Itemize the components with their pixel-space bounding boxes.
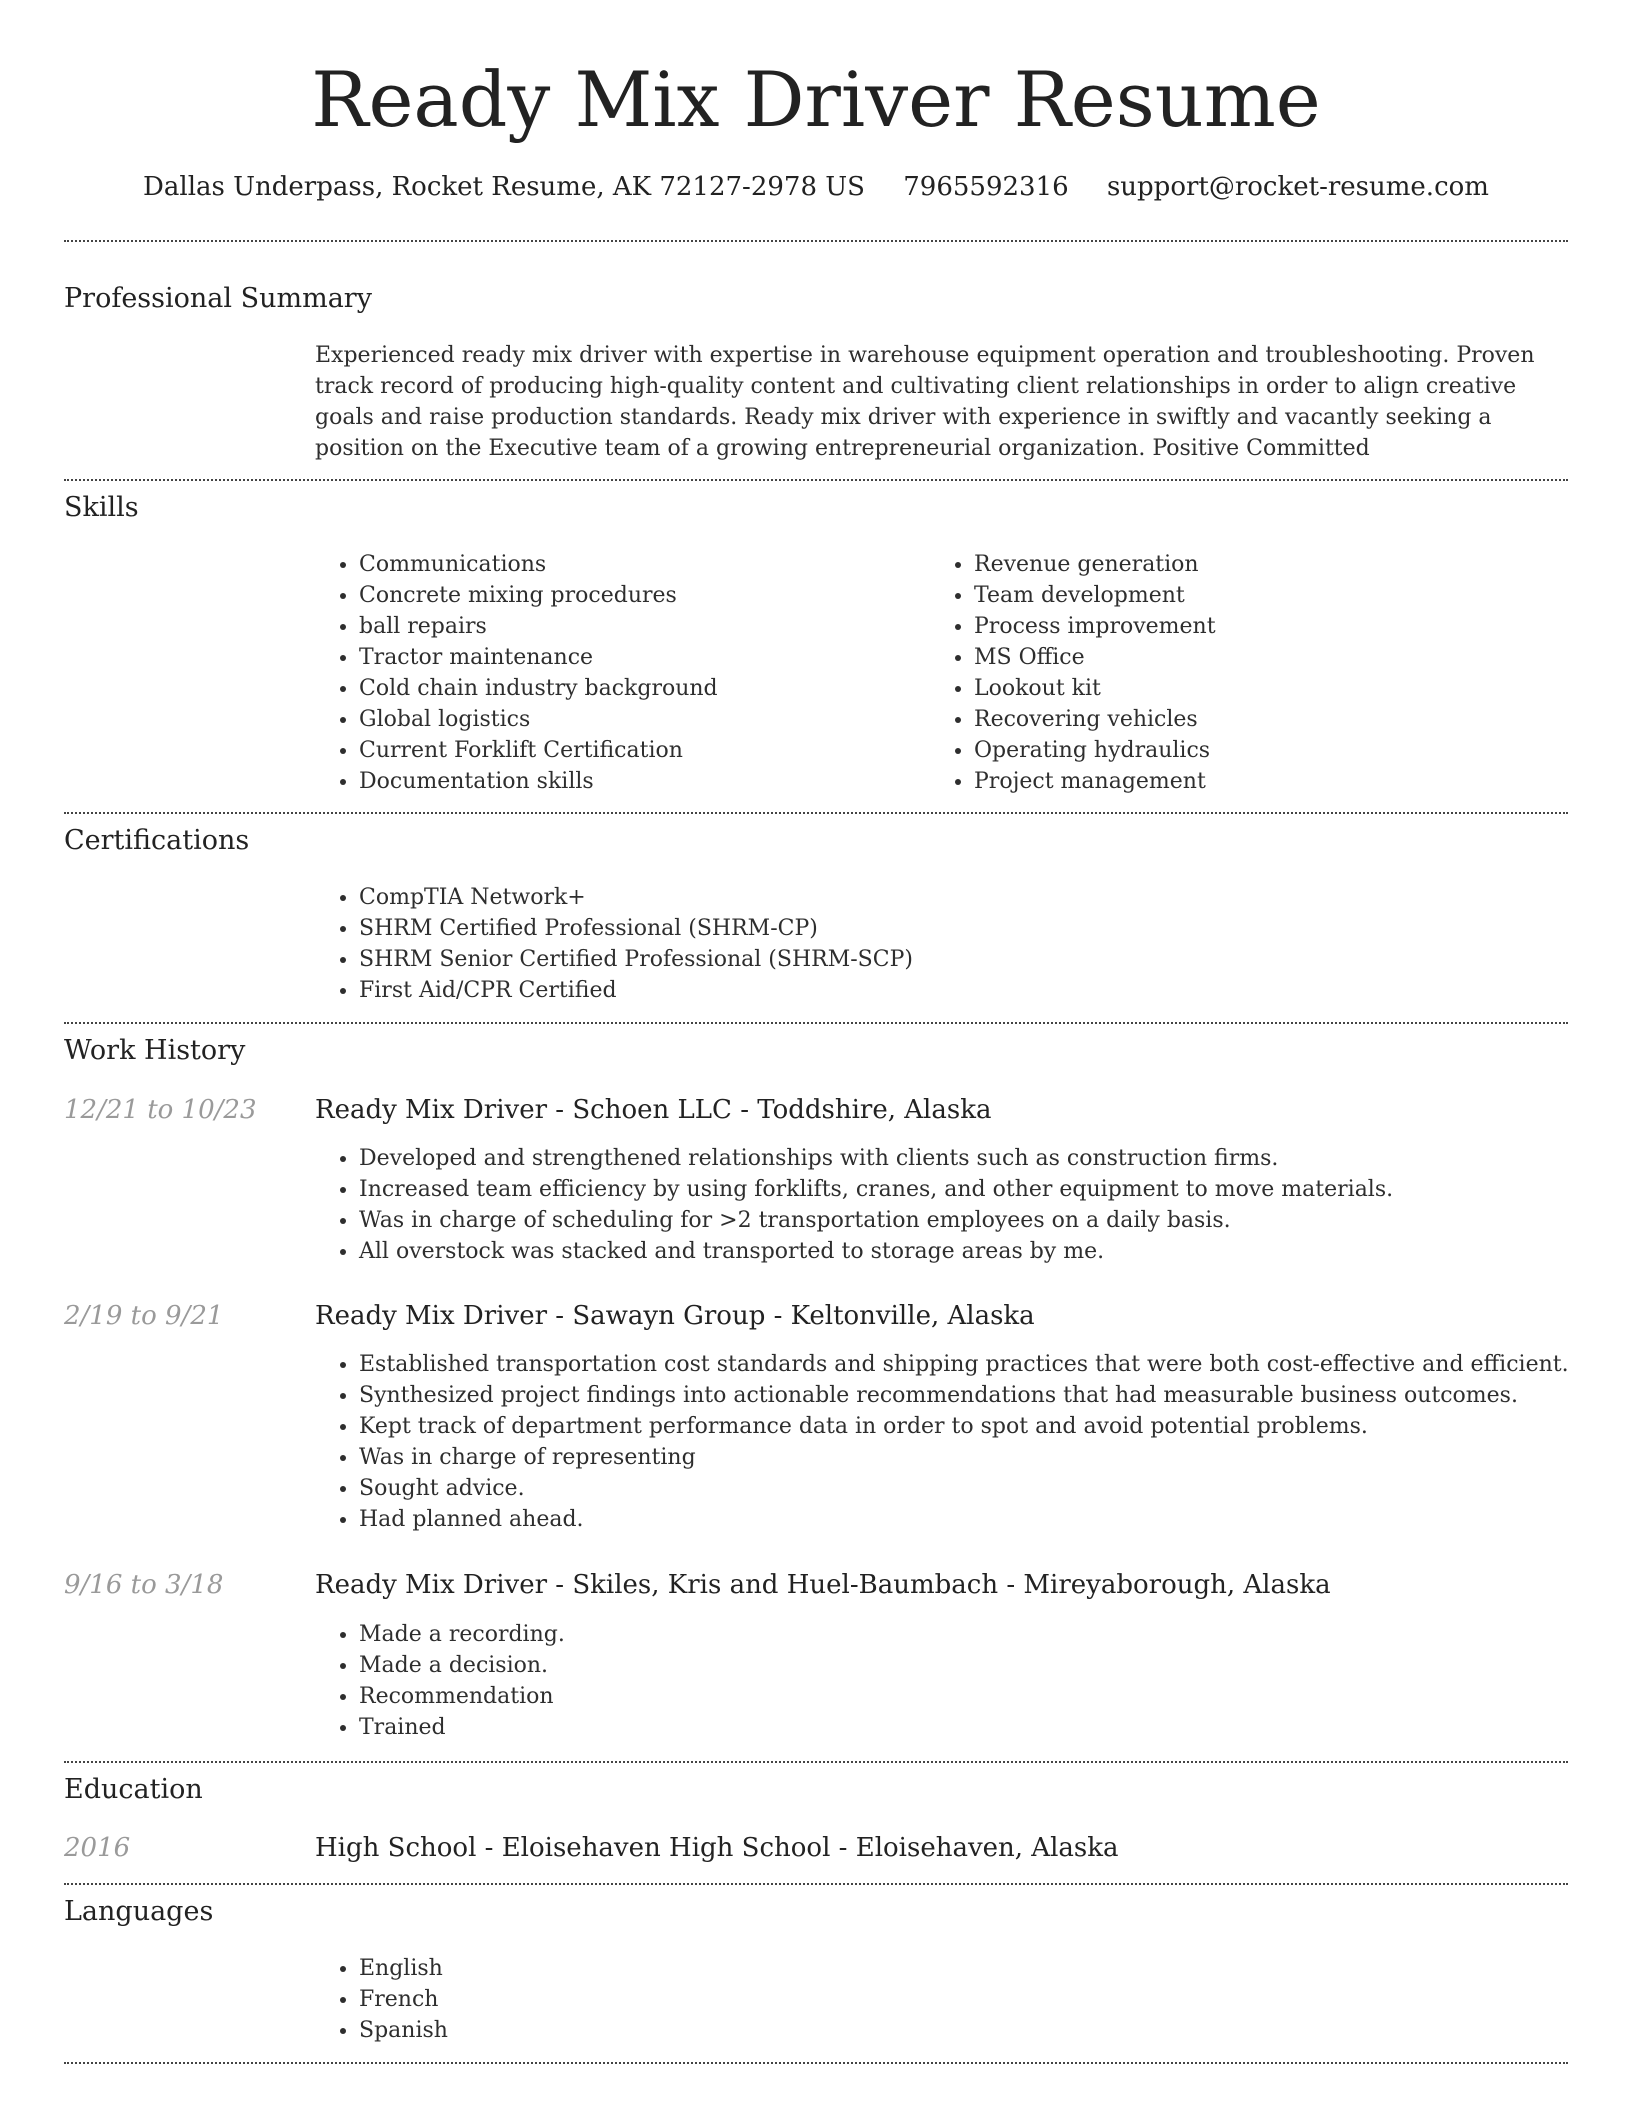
page-title: Ready Mix Driver Resume xyxy=(311,55,1321,144)
list-item: • Documentation skills xyxy=(359,766,919,797)
list-item: • Kept track of department performance data in order to spot and avoid potential problems. xyxy=(359,1411,1599,1442)
skills-list-left xyxy=(315,549,919,797)
list-item: • Recommendation xyxy=(359,1681,1579,1712)
list-item: • Communications xyxy=(359,549,919,580)
divider xyxy=(64,1761,1568,1763)
list-item: • Established transportation cost standards and shipping practices that were both cost-effective and efficient. xyxy=(359,1349,1599,1380)
list-item: • Was in charge of representing xyxy=(359,1442,1599,1473)
contact-address: Dallas Underpass, Rocket Resume, AK 72127-2978 US xyxy=(143,172,865,202)
list-item: • Cold chain industry background xyxy=(359,673,919,704)
contact-phone: 7965592316 xyxy=(903,172,1069,202)
job-title: Ready Mix Driver - Sawayn Group - Keltonville, Alaska xyxy=(315,1301,1035,1331)
divider xyxy=(64,479,1568,481)
languages-list xyxy=(315,1953,959,2046)
list-item: • Operating hydraulics xyxy=(974,735,1574,766)
job-dates: 2/19 to 9/21 xyxy=(64,1301,224,1331)
section-heading-education: Education xyxy=(64,1774,203,1805)
list-item: • All overstock was stacked and transported to storage areas by me. xyxy=(359,1236,1579,1267)
divider xyxy=(64,240,1568,242)
skills-list-right xyxy=(930,549,1574,797)
list-item: • SHRM Certified Professional (SHRM-CP) xyxy=(359,913,1559,944)
contact-line xyxy=(0,170,1632,204)
list-item: • Current Forklift Certification xyxy=(359,735,919,766)
list-item: • SHRM Senior Certified Professional (SHRM-SCP) xyxy=(359,944,1559,975)
list-item: • Trained xyxy=(359,1712,1579,1743)
list-item: • Global logistics xyxy=(359,704,919,735)
list-item: • Had planned ahead. xyxy=(359,1504,1599,1535)
divider xyxy=(64,2062,1568,2064)
list-item: • English xyxy=(359,1953,959,1984)
section-heading-languages: Languages xyxy=(64,1896,214,1927)
list-item: • Increased team efficiency by using forklifts, cranes, and other equipment to move materials. xyxy=(359,1174,1579,1205)
section-heading-certifications: Certifications xyxy=(64,825,250,856)
divider xyxy=(64,1022,1568,1024)
divider xyxy=(64,1883,1568,1885)
list-item: • ball repairs xyxy=(359,611,919,642)
education-entry: High School - Eloisehaven High School - Eloisehaven, Alaska xyxy=(315,1833,1119,1863)
list-item: • Tractor maintenance xyxy=(359,642,919,673)
list-item: • Developed and strengthened relationships with clients such as construction firms. xyxy=(359,1143,1579,1174)
certifications-list xyxy=(315,882,1559,1006)
list-item: • French xyxy=(359,1984,959,2015)
job-bullets xyxy=(315,1143,1579,1267)
list-item: • Revenue generation xyxy=(974,549,1574,580)
job-title: Ready Mix Driver - Schoen LLC - Toddshire, Alaska xyxy=(315,1095,992,1125)
list-item: • Team development xyxy=(974,580,1574,611)
list-item: • MS Office xyxy=(974,642,1574,673)
list-item: • Project management xyxy=(974,766,1574,797)
list-item: • Process improvement xyxy=(974,611,1574,642)
education-year: 2016 xyxy=(64,1833,131,1863)
section-heading-work-history: Work History xyxy=(64,1035,246,1066)
list-item: • Concrete mixing procedures xyxy=(359,580,919,611)
job-bullets xyxy=(315,1619,1579,1743)
list-item: • Was in charge of scheduling for >2 transportation employees on a daily basis. xyxy=(359,1205,1579,1236)
list-item: • Made a recording. xyxy=(359,1619,1579,1650)
contact-email: support@rocket-resume.com xyxy=(1106,172,1489,202)
section-heading-skills: Skills xyxy=(64,492,139,523)
list-item: • Spanish xyxy=(359,2015,959,2046)
job-title: Ready Mix Driver - Skiles, Kris and Huel-Baumbach - Mireyaborough, Alaska xyxy=(315,1570,1331,1600)
list-item: • Made a decision. xyxy=(359,1650,1579,1681)
list-item: • Synthesized project findings into actionable recommendations that had measurable business outcomes. xyxy=(359,1380,1599,1411)
job-bullets xyxy=(315,1349,1599,1535)
section-heading-summary: Professional Summary xyxy=(64,283,372,314)
list-item: • First Aid/CPR Certified xyxy=(359,975,1559,1006)
job-dates: 9/16 to 3/18 xyxy=(64,1570,224,1600)
list-item: • Sought advice. xyxy=(359,1473,1599,1504)
job-dates: 12/21 to 10/23 xyxy=(64,1095,257,1125)
divider xyxy=(64,812,1568,814)
list-item: • CompTIA Network+ xyxy=(359,882,1559,913)
summary-text: Experienced ready mix driver with expertise in warehouse equipment operation and troubleshooting. Proven track record of producing high-quality content and cultivating client relationships in order to align creative goals and raise production standards. Ready mix driver with experience in swiftly and vacantly seeking a position on the Executive team of a growing entrepreneurial organization. Positive Committed xyxy=(315,343,1535,461)
list-item: • Lookout kit xyxy=(974,673,1574,704)
list-item: • Recovering vehicles xyxy=(974,704,1574,735)
